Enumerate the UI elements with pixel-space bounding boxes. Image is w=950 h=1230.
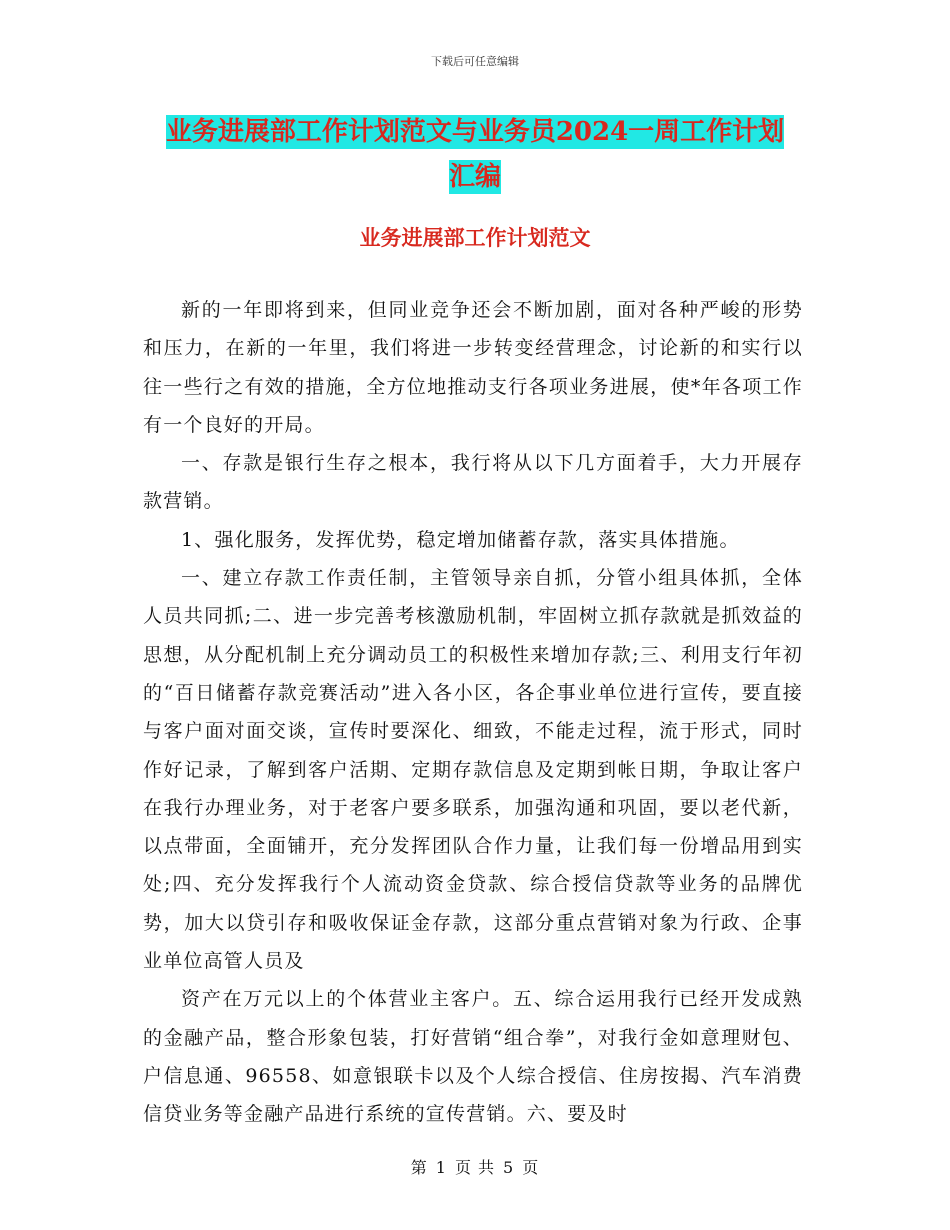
body-paragraph: 一、存款是银行生存之根本，我行将从以下几方面着手，大力开展存款营销。	[143, 452, 803, 513]
document-title-line-2: 汇编	[448, 162, 501, 192]
document-body	[143, 291, 803, 1134]
document-title	[140, 110, 810, 200]
body-paragraph: 一、建立存款工作责任制，主管领导亲自抓，分管小组具体抓，全体人员共同抓;二、进一步完善考核激励机制，牢固树立抓存款就是抓效益的思想，从分配机制上充分调动员工的积极性来增加存款;三、利用支行年初的“百日储蓄存款竞赛活动”进入各小区，各企事业单位进行宣传，要直接与客户面对面交谈，宣传时要深化、细致，不能走过程，流于形式，同时作好记录，了解到客户活期、定期存款信息及定期到帐日期，争取让客户在我行办理业务，对于老客户要多联系，加强沟通和巩固，要以老代新，以点带面，全面铺开，充分发挥团队合作力量，让我们每一份增品用到实处;四、充分发挥我行个人流动资金贷款、综合授信贷款等业务的品牌优势，加大以贷引存和吸收保证金存款，这部分重点营销对象为行政、企事业单位高管人员及	[143, 567, 803, 973]
footer-mid: 页 共	[454, 1158, 496, 1177]
footer-total-pages: 5	[503, 1158, 515, 1177]
body-paragraph: 1、强化服务，发挥优势，稳定增加储蓄存款，落实具体措施。	[181, 528, 740, 551]
page-footer	[0, 1155, 950, 1178]
page-header-note: 下载后可任意编辑	[431, 55, 519, 68]
document-title-line-1: 业务进展部工作计划范文与业务员2024一周工作计划	[165, 117, 785, 147]
footer-suffix: 页	[522, 1158, 540, 1177]
body-paragraph: 新的一年即将到来，但同业竞争还会不断加剧，面对各种严峻的形势和压力，在新的一年里，我们将进一步转变经营理念，讨论新的和实行以往一些行之有效的措施，全方位地推动支行各项业务进展，使*年各项工作有一个良好的开局。	[143, 299, 803, 436]
footer-page-number: 1	[435, 1158, 447, 1177]
body-paragraph: 资产在万元以上的个体营业主客户。五、综合运用我行已经开发成熟的金融产品，整合形象包装，打好营销“组合拳”，对我行金如意理财包、户信息通、96558、如意银联卡以及个人综合授信、住房按揭、汽车消费信贷业务等金融产品进行系统的宣传营销。六、要及时	[143, 988, 803, 1126]
section-heading: 业务进展部工作计划范文	[359, 225, 591, 250]
footer-prefix: 第	[410, 1158, 428, 1177]
